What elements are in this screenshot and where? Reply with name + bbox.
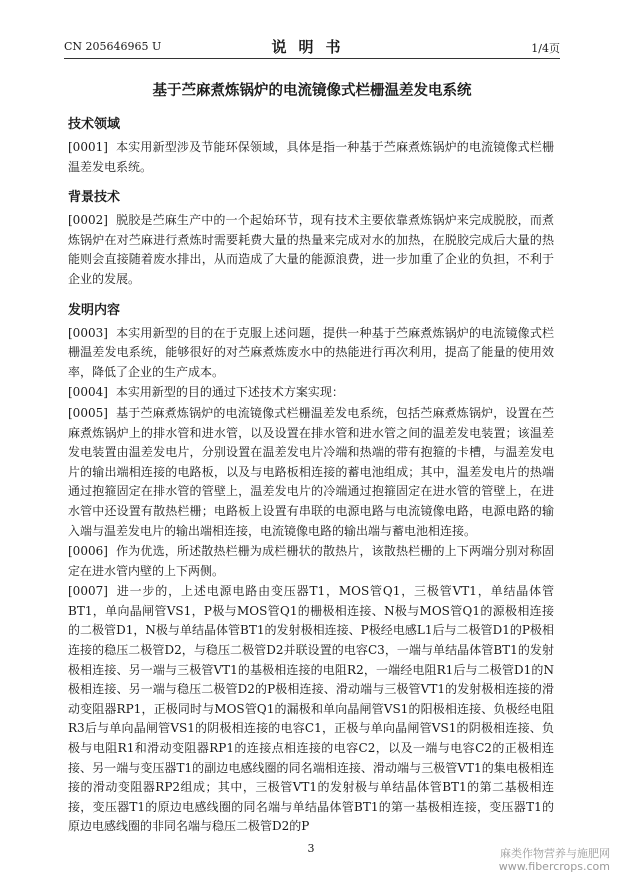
paragraph [68, 324, 554, 383]
paragraph-text: 本实用新型的目的通过下述技术方案实现： [115, 385, 344, 400]
paragraph [68, 582, 554, 837]
document-body [68, 110, 554, 838]
page-header [64, 36, 560, 56]
paragraph [68, 211, 554, 289]
paragraph-number: [0001] [68, 140, 108, 154]
paragraph-text: 脱胶是苎麻生产中的一个起始环节，现有技术主要依靠煮炼锅炉来完成脱胶，而煮炼锅炉在对苎麻进行煮炼时需要耗费大量的热量来完成对水的加热，在脱胶完成后大量的热能则会直接随着废水排出，从而造成了大量的能源浪费，进一步加重了企业的负担，不利于企业的发展。 [68, 213, 554, 286]
patent-title: 基于苎麻煮炼锅炉的电流镜像式栏栅温差发电系统 [152, 83, 472, 99]
watermark [499, 847, 610, 873]
paragraph-text: 本实用新型的目的在于克服上述问题，提供一种基于苎麻煮炼锅炉的电流镜像式栏栅温差发电系统，能够很好的对苎麻煮炼废水中的热能进行再次利用，提高了能量的使用效率，降低了企业的生产成本。 [68, 325, 554, 379]
header-rule [64, 58, 560, 59]
paragraph-number: [0005] [68, 405, 108, 420]
page-count: 1/4页 [531, 42, 560, 55]
paragraph-text: 进一步的，上述电源电路由变压器T1，MOS管Q1，三极管VT1，单结晶体管BT1，单向晶闸管VS1，P极与MOS管Q1的栅极相连接、N极与MOS管Q1的源极相连接的二极管D1，N极与单结晶体管BT1的发射极相连接、P极经电感L1后与二极管D1的P极相连接的稳压二极管D2，与稳压二极管D2并联设置的电容C3，一端与单结晶体管BT1的发射极相连接、另一端与三极管VT1的基极相连接的电阻R2，一端经电阻R1后与二极管D1的N极相连接、另一端与稳压二极管D2的P极相连接、滑动端与三极管VT1的发射极相连接的滑动变阻器RP1，正极同时与MOS管Q1的漏极和单向晶闸管VS1的阳极相连接、负极经电阻R3后与单向晶闸管VS1的阴极相连接的电容C1，正极与单向晶闸管VS1的阴极相连接、负极与电阻R1和滑动变阻器RP1的连接点相连接的电容C2，以及一端与电容C2的正极相连接、另一端与变压器T1的副边电感线圈的同名端相连接、滑动端与三极管VT1的集电极相连接的滑动变阻器RP2组成；其中，三极管VT1的发射极与单结晶体管BT1的第二基极相连接，变压器T1的原边电感线圈的同名端与单结晶体管BT1的第一基极相连接，变压器T1的原边电感线圈的非同名端与稳压二极管D2的P [68, 584, 554, 834]
publication-number: CN 205646965 U [64, 40, 162, 53]
watermark-line-1: 麻类作物营养与施肥网 [500, 847, 610, 860]
paragraph-text: 作为优选，所述散热栏栅为成栏栅状的散热片，该散热栏栅的上下两端分别对称固定在进水管内壁的上下两侧。 [68, 544, 554, 578]
paragraph [68, 542, 554, 581]
paragraph-number: [0004] [68, 385, 108, 400]
paragraph-text: 基于苎麻煮炼锅炉的电流镜像式栏栅温差发电系统，包括苎麻煮炼锅炉，设置在苎麻煮炼锅炉上的排水管和进水管，以及设置在排水管和进水管之间的温差发电装置；该温差发电装置由温差发电片，分别设置在温差发电片冷端和热端的带有抱箍的卡槽，与温差发电片的输出端相连接的电路板，以及与电路板相连接的蓄电池组成；其中，温差发电片的热端通过抱箍固定在排水管的管壁上，温差发电片的冷端通过抱箍固定在进水管的管壁上，在进水管中还设置有散热栏栅；电路板上设置有串联的电源电路与电流镜像电路，电源电路的输入端与温差发电片的输出端相连接，电流镜像电路的输出端与蓄电池相连接。 [68, 405, 554, 538]
paragraph [68, 404, 554, 541]
section-heading: 技术领域 [68, 117, 121, 132]
paragraph-text: 本实用新型涉及节能环保领域，具体是指一种基于苎麻煮炼锅炉的电流镜像式栏栅温差发电系统。 [68, 140, 554, 174]
paragraph-number: [0007] [68, 584, 108, 599]
paragraph [68, 138, 554, 177]
section-heading: 背景技术 [68, 190, 121, 206]
document-type-title: 说明书 [271, 38, 353, 56]
section-heading: 发明内容 [68, 302, 121, 318]
paragraph-number: [0002] [68, 213, 108, 228]
watermark-line-2: www.fibercrops.com [498, 860, 610, 873]
paragraph-number: [0003] [68, 325, 108, 340]
paragraph [68, 383, 554, 403]
page-number: 3 [307, 842, 315, 855]
paragraph-number: [0006] [68, 544, 108, 559]
